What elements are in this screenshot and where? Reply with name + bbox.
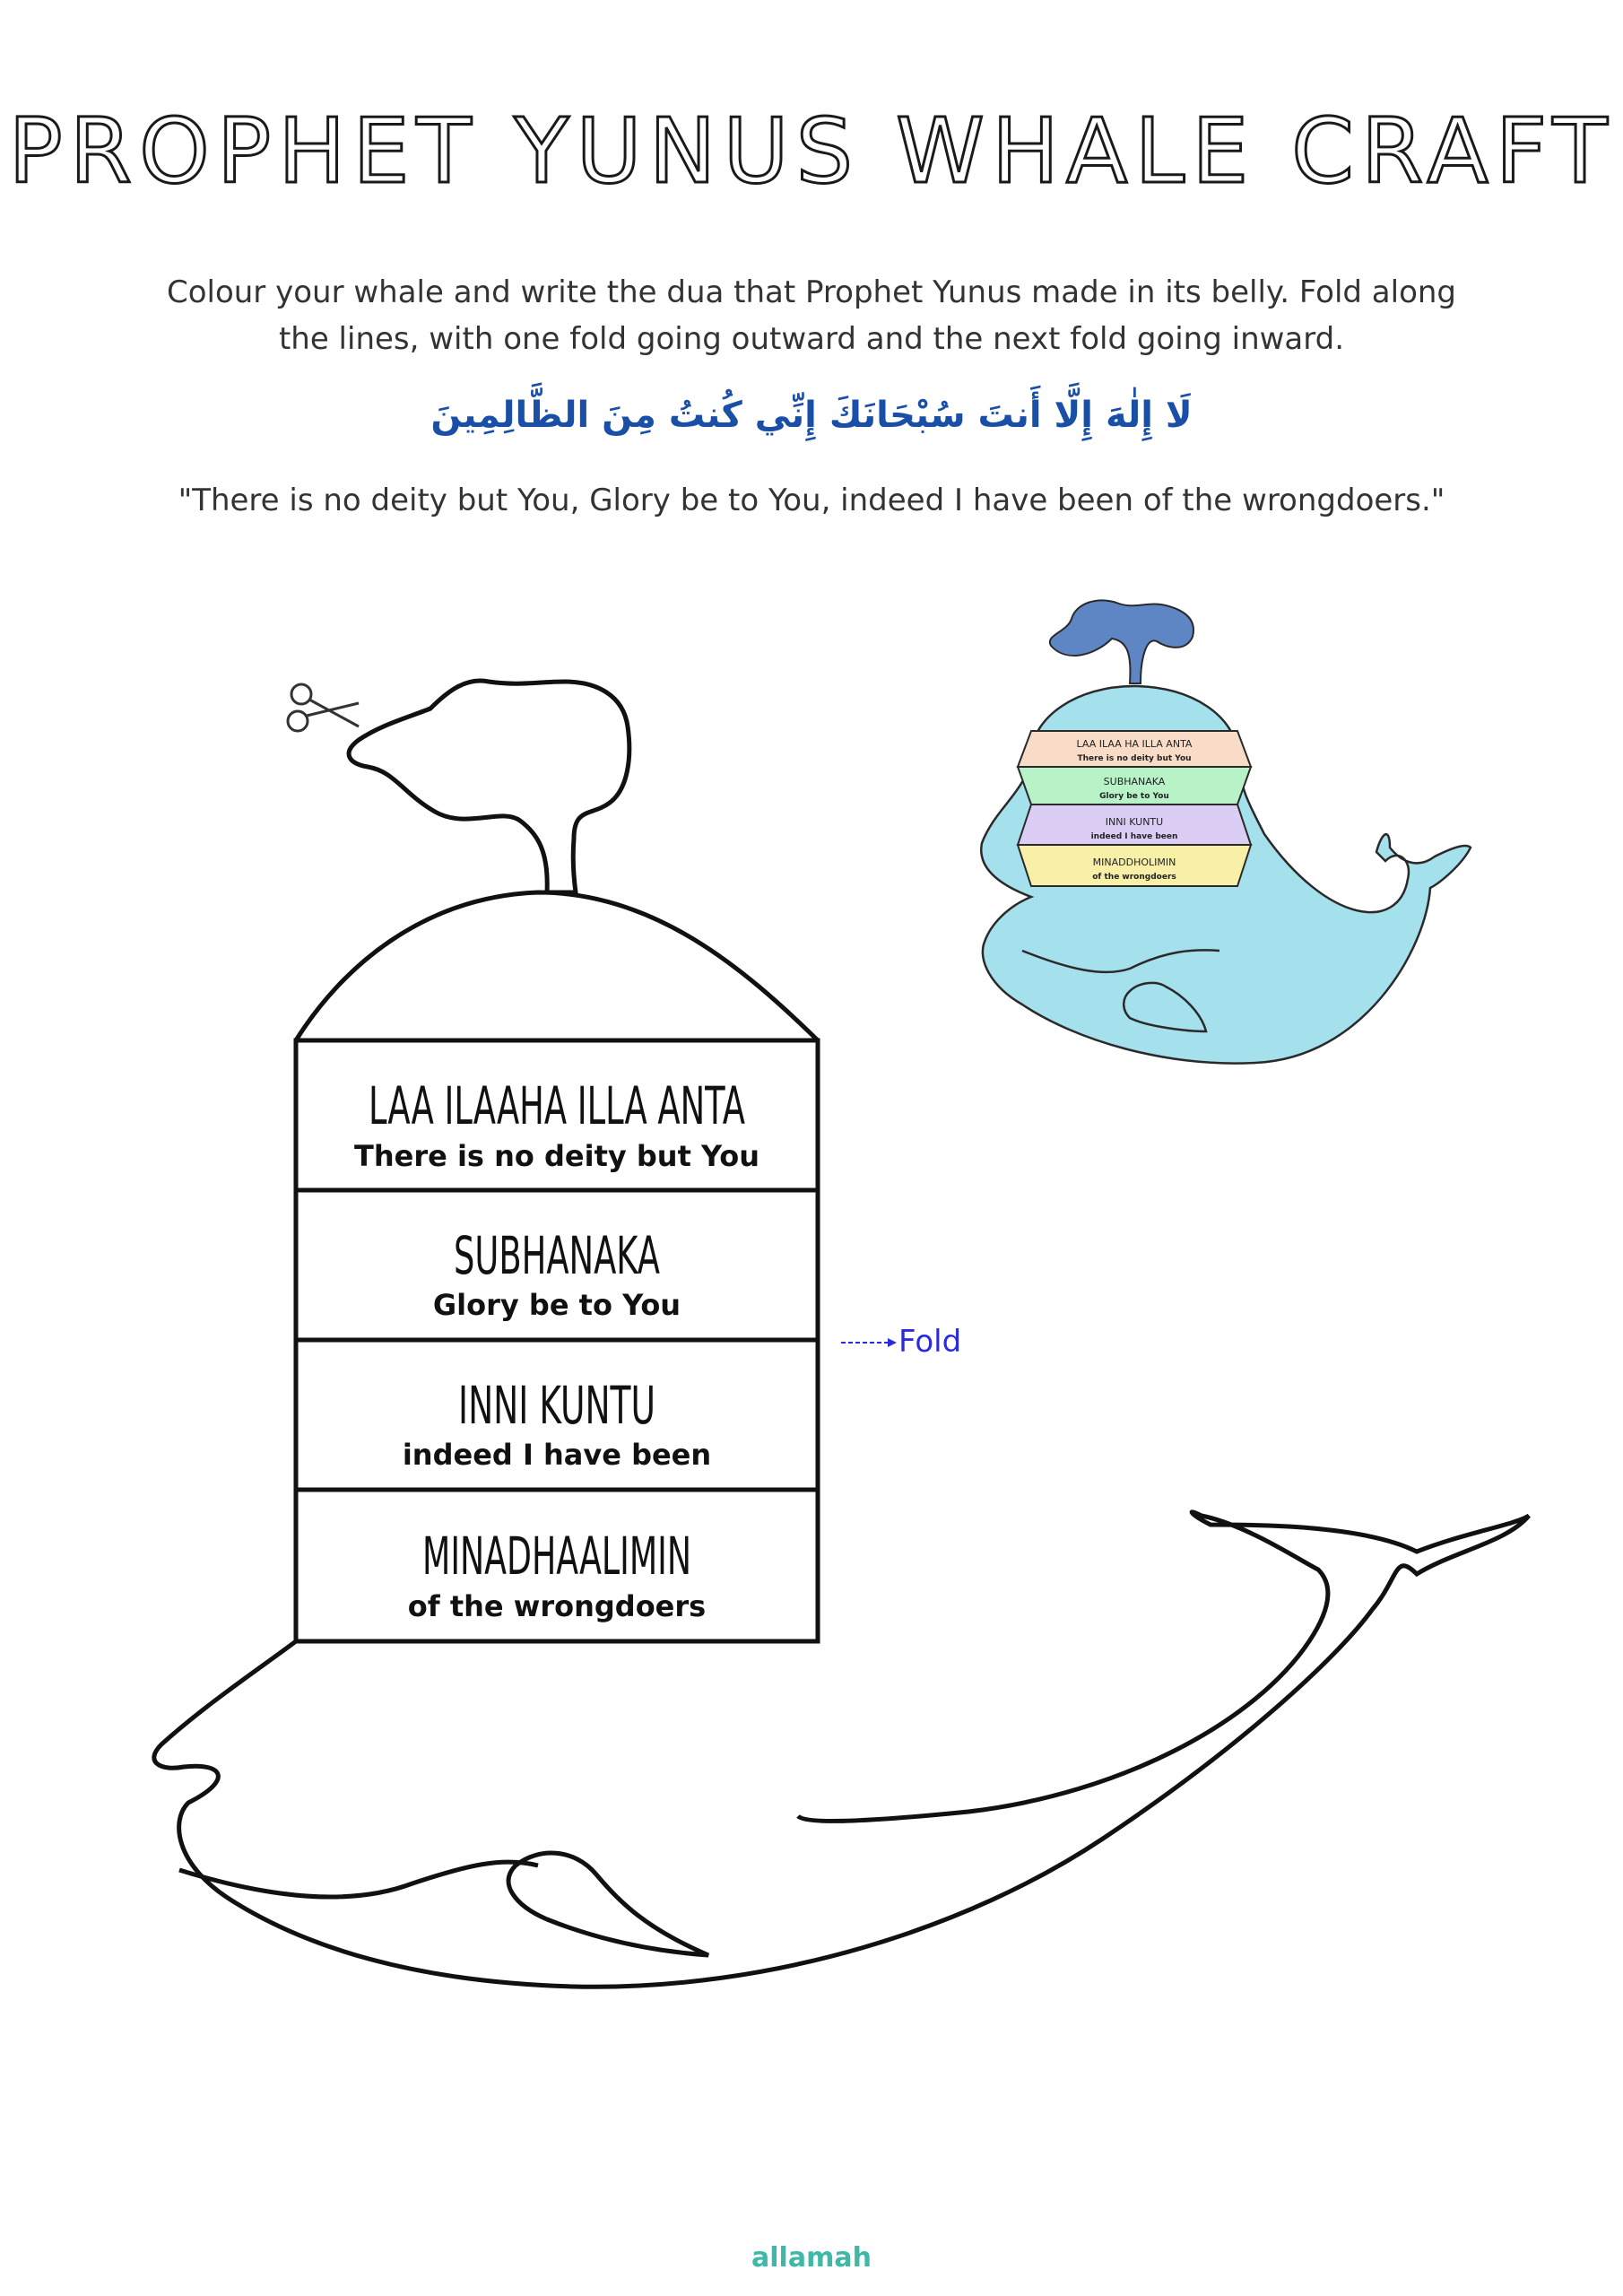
page-title: PROPHET YUNUS WHALE CRAFT [8,99,1615,204]
example-whale-spout [1050,600,1193,683]
example-band-4-main: MINADDHOLIMIN [1092,857,1176,868]
arabic-dua: لَا إِلٰهَ إِلَّا أَنتَ سُبْحَانَكَ إِنِّي كُنتُ مِنَ الظَّالِمِينَ [430,395,1193,436]
scissors-icon [288,684,359,731]
band-2-main: SUBHANAKA [454,1225,661,1286]
template-bands [296,1040,818,1641]
band-4-main: MINADHAALIMIN [422,1526,691,1587]
example-band-2-sub: Glory be to You [1099,792,1169,801]
arrow-right-icon [841,1338,897,1347]
example-whale [981,600,1471,1063]
example-band-3-sub: indeed I have been [1090,832,1178,841]
example-bands [1018,731,1251,886]
fold-label: Fold [898,1324,962,1360]
example-band-2-main: SUBHANAKA [1103,776,1166,787]
example-band-1-sub: There is no deity but You [1077,754,1192,763]
dua-translation: "There is no deity but You, Glory be to You, indeed I have been of the wrongdoers." [178,483,1445,518]
template-whale-mouth [179,1862,538,1897]
template-whale-head [296,892,818,1040]
template-whale-back [818,1630,1331,1839]
example-band-3-main: INNI KUNTU [1105,816,1164,828]
brand-logo: allamah [751,2242,872,2274]
band-3-sub: indeed I have been [402,1438,712,1472]
band-1-main: LAA ILAAHA ILLA ANTA [369,1075,746,1136]
template-whale-fin [508,1853,708,1955]
band-1-sub: There is no deity but You [354,1139,759,1173]
template-whale-spout [349,681,629,892]
template-whale [154,681,1529,1987]
template-belly-top [818,1641,1004,1749]
band-4-sub: of the wrongdoers [407,1589,707,1623]
band-2-sub: Glory be to You [432,1288,681,1322]
instructions-text: Colour your whale and write the dua that Prophet Yunus made in its belly. Fold along the lines, with one fold going outward and the next fold going inward. [166,274,1457,357]
band-3-main: INNI KUNTU [458,1375,655,1436]
example-band-4-sub: of the wrongdoers [1092,873,1176,882]
example-band-1-main: LAA ILAA HA ILLA ANTA [1076,738,1193,750]
